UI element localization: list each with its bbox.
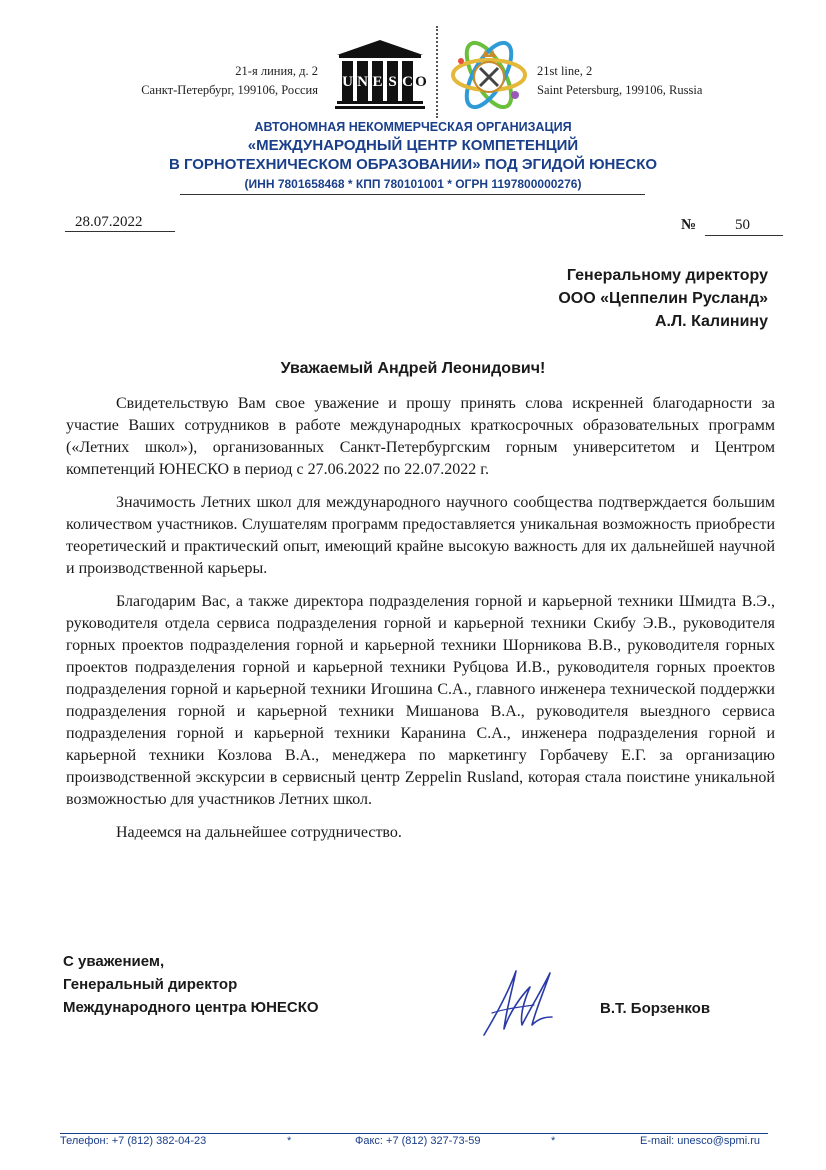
recipient-name: А.Л. Калинину [654, 313, 768, 330]
salutation: Уважаемый Андрей Леонидович! [280, 360, 546, 377]
body-paragraph: Свидетельствую Вам свое уважение и прошу принять слова искренней благодарности за участие Ваших сотрудников в работе международных краткосрочных образовательных программ («Летних школ»), организованных Санкт-Петербургским горным университетом и Центром компетенций ЮНЕСКО в период с 27.06.2022 по 22.07.2022 г. [66, 395, 775, 478]
svg-text:E: E [372, 74, 383, 90]
footer-phone: Телефон: +7 (812) 382-04-23 [60, 1135, 207, 1147]
address-english [537, 62, 702, 100]
organization-type: АВТОНОМНАЯ НЕКОММЕРЧЕСКАЯ ОРГАНИЗАЦИЯ [254, 120, 572, 134]
svg-text:U: U [342, 74, 353, 90]
svg-text:O: O [415, 74, 427, 90]
signature-line-organization: Международного центра ЮНЕСКО [63, 999, 319, 1016]
svg-text:C: C [402, 74, 413, 90]
address-en-line-2: Saint Petersburg, 199106, Russia [537, 83, 703, 97]
recipient-block [558, 264, 768, 333]
handwritten-signature-icon [478, 965, 558, 1040]
header-divider [436, 26, 438, 118]
signature-block [63, 950, 319, 1019]
date-underline [65, 231, 175, 232]
number-underline [705, 235, 783, 236]
address-ru-line-2: Санкт-Петербург, 199106, Россия [141, 83, 318, 97]
letter-number-label: № [681, 217, 697, 233]
recipient-company: ООО «Цеппелин Русланд» [558, 290, 768, 307]
letter-number: 50 [735, 217, 750, 233]
unesco-logo-icon [333, 38, 427, 114]
address-en-line-1: 21st line, 2 [537, 64, 593, 78]
address-russian [141, 62, 318, 100]
footer-fax: Факс: +7 (812) 327-73-59 [355, 1135, 481, 1147]
signer-name: В.Т. Борзенков [600, 1000, 711, 1017]
footer-email: E-mail: unesco@spmi.ru [640, 1135, 760, 1147]
body-closing-paragraph: Надеемся на дальнейшее сотрудничество. [116, 824, 402, 841]
letter-date: 28.07.2022 [75, 214, 143, 230]
letter-body [66, 393, 775, 855]
footer-separator: * [287, 1135, 292, 1147]
svg-text:N: N [357, 74, 368, 90]
organization-name-line-2: В ГОРНОТЕХНИЧЕСКОМ ОБРАЗОВАНИИ» ПОД ЭГИДОЙ ЮНЕСКО [168, 156, 658, 173]
body-paragraph: Значимость Летних школ для международного научного сообщества подтверждается большим количеством участников. Слушателям программ предоставляется уникальная возможность приобрести теоретический и практический опыт, имеющий крайне высокую важность для их дальнейшей научной и производственной карьеры. [66, 494, 775, 577]
svg-text:S: S [388, 74, 397, 90]
body-paragraph: Благодарим Вас, а также директора подразделения горной и карьерной техники Шмидта В.Э., руководителя отдела сервиса подразделения горной и карьерной техники Скибу Э.В., руководителя горных проектов подразделения горной и карьерной техники Шорникова В.В., руководителя горных проектов подразделения горной и карьерной техники Рубцова И.В., руководителя горных проектов подразделения горной и карьерной техники Игошина С.А., главного инженера технической поддержки подразделения горной и карьерной техники Мишанова В.А., руководителя выездного сервиса подразделения горной и карьерной техники Каранина С.А., инженера подразделения горной и карьерной техники Козлова В.А., менеджера по маркетингу Горбачеву Е.Г. за организацию производственной экскурсии в сервисный центр Zeppelin Rusland, которая стала поистине уникальной возможностью для участников Летних школ. [66, 593, 775, 808]
organization-registration: (ИНН 7801658468 * КПП 780101001 * ОГРН 1197800000276) [244, 177, 582, 191]
organization-name-line-1: «МЕЖДУНАРОДНЫЙ ЦЕНТР КОМПЕТЕНЦИЙ [247, 137, 579, 154]
organization-name [0, 136, 826, 174]
signature-line-regards: С уважением, [63, 953, 165, 970]
competence-center-emblem-icon [449, 35, 529, 115]
signature-line-position: Генеральный директор [63, 976, 238, 993]
footer-rule [60, 1133, 768, 1134]
footer-separator: * [551, 1135, 556, 1147]
address-ru-line-1: 21-я линия, д. 2 [235, 64, 318, 78]
recipient-position: Генеральному директору [566, 267, 768, 284]
header-rule [180, 194, 645, 195]
